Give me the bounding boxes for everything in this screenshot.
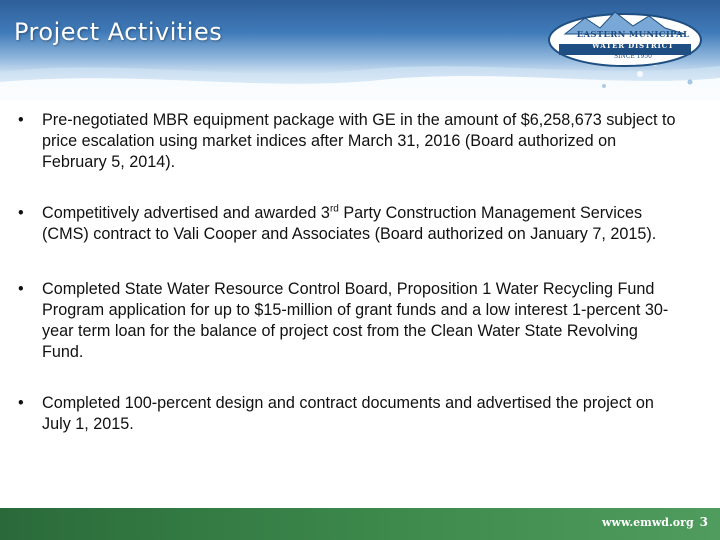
page-number: 3 xyxy=(699,515,708,529)
bullet-dot-icon: • xyxy=(18,204,24,222)
logo-line1: EASTERN MUNICIPAL xyxy=(576,30,690,40)
bullet-dot-icon: • xyxy=(18,394,24,412)
logo-line2: WATER DISTRICT xyxy=(592,41,674,50)
bullet-item xyxy=(18,393,683,435)
bullet-dot-icon: • xyxy=(18,280,24,298)
bullet-item xyxy=(18,203,683,245)
bullet-item xyxy=(18,110,683,173)
footer-bar xyxy=(0,508,720,540)
bullet-text-part: Competitively advertised and awarded 3 xyxy=(42,204,330,222)
bullet-text: Completed State Water Resource Control Board, Proposition 1 Water Recycling Fund Program application for up to $15-million of grant funds and a low interest 1-percent 30-year term loan for the balance of project cost from the Clean Water State Revolving Fund. xyxy=(42,280,669,361)
bullet-text-part: Party Construction Management Services (CMS) contract to Vali Cooper and Associates (Board authorized on January 7, 2015). xyxy=(42,204,657,243)
website-link[interactable]: www.emwd.org xyxy=(602,516,694,529)
footer-info xyxy=(602,515,708,529)
bullet-item xyxy=(18,279,683,363)
logo-line3: SINCE 1950 xyxy=(614,53,652,60)
bullet-list xyxy=(18,110,683,435)
bullet-text: Completed 100-percent design and contract documents and advertised the project on July 1, 2015. xyxy=(42,394,654,433)
bullet-dot-icon: • xyxy=(18,111,24,129)
page-title: Project Activities xyxy=(14,18,223,46)
ordinal-superscript: rd xyxy=(329,203,339,215)
bullet-text: Pre-negotiated MBR equipment package with GE in the amount of $6,258,673 subject to price escalation using market indices after March 31, 2016 (Board authorized on February 5, 2014). xyxy=(42,111,676,171)
